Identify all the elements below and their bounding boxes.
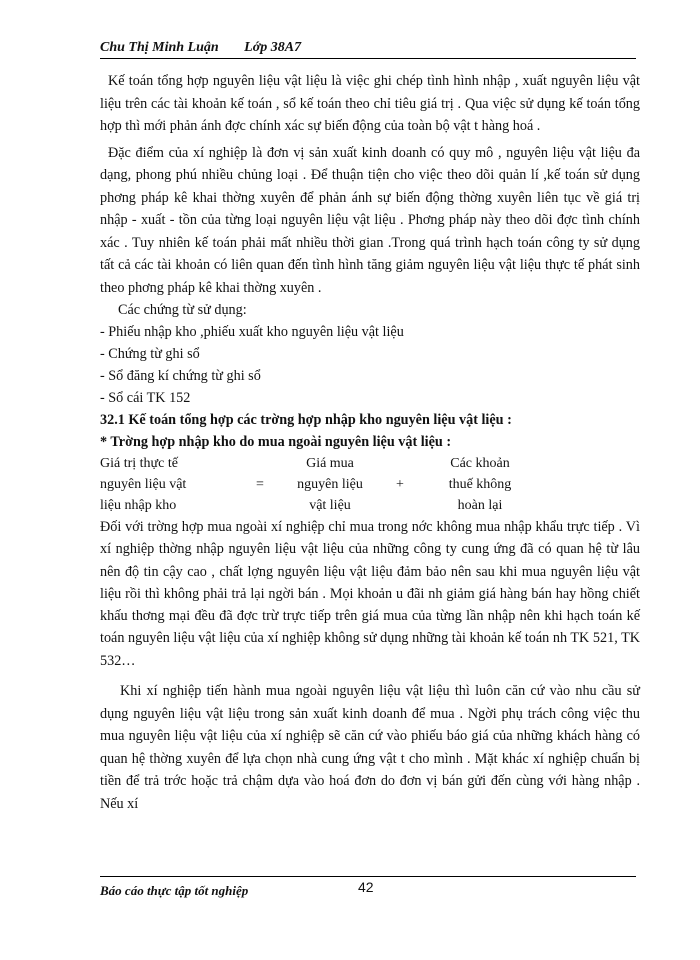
formula-right: hoàn lại bbox=[457, 498, 503, 513]
doc-item: - Sổ cái TK 152 bbox=[100, 390, 191, 406]
formula-mid: Giá mua bbox=[306, 456, 354, 471]
paragraph-intro: Kế toán tổng hợp nguyên liệu vật liệu là việc ghi chép tình hình nhập , xuất nguyên liệu vật liệu trên các tài khoản kế toán , sổ kế toán theo chỉ tiêu giá trị . Qua việc sử dụng kế toán tổng hợp thì mới phản ánh đợc chính xác sự biến động của toàn bộ vật t hàng hoá . bbox=[100, 73, 640, 134]
formula-left: Giá trị thực tế bbox=[100, 456, 178, 471]
formula-plus: + bbox=[396, 477, 404, 492]
formula-equals: = bbox=[256, 477, 264, 492]
header-author: Chu Thị Minh Luận bbox=[100, 40, 219, 55]
formula-left: nguyên liệu vật bbox=[100, 477, 187, 492]
paragraph-purchase-process: Khi xí nghiệp tiến hành mua ngoài nguyên liệu vật liệu thì luôn căn cứ vào nhu cầu sử dụng nguyên liệu vật liệu trong sản xuất kinh doanh để mua . Ngời phụ trách công việc thu mua nguyên liệu vật liệu của xí nghiệp sẽ căn cứ vào phiếu báo giá của những khách hàng có quan hệ thờng xuyên để lựa chọn nhà cung ứng vật t cho mình . Mặt khác xí nghiệp chuẩn bị tiền để trả trớc hoặc trả chậm dựa vào hoá đơn do đơn vị bán gửi đến cùng với hàng nhập . Nếu xí bbox=[100, 683, 640, 813]
page-header bbox=[100, 40, 636, 59]
doc-item: - Sổ đăng kí chứng từ ghi sổ bbox=[100, 368, 261, 384]
formula-left: liệu nhập kho bbox=[100, 498, 177, 513]
footer-label: Báo cáo thực tập tốt nghiệp bbox=[100, 883, 249, 898]
paragraph-domestic-purchase: Đối với trờng hợp mua ngoài xí nghiệp chỉ mua trong nớc không mua nhập khẩu trực tiếp . Vì xí nghiệp thờng nhập nguyên liệu vật liệu của những công ty cung ứng đã có quan hệ từ lâu nên độ tin cậy cao , chất lợng nguyên liệu vật liệu đảm bảo nên sau khi mua nguyên liệu vật liệu rồi thì không phải trả lại ngời bán . Mọi khoản u đãi nh giảm giá hàng bán hay hồng chiết khấu thơng mại đều đã đợc trừ trực tiếp trên giá mua của từng lần nhập nên khi hạch toán kế toán nguyên liệu vật liệu của xí nghiệp không sử dụng những tài khoản kế toán nh TK 521, TK 532… bbox=[100, 519, 640, 669]
formula-right: Các khoản bbox=[450, 456, 510, 471]
page-body bbox=[100, 70, 640, 816]
paragraph-characteristics: Đặc điểm của xí nghiệp là đơn vị sản xuất kinh doanh có quy mô , nguyên liệu vật liệu đa dạng, phong phú nhiều chủng loại . Để thuận tiện cho việc theo dõi quản lí ,kế toán sử dụng phơng pháp kê khai thờng xuyên để phản ánh sự biến động thờng xuyên liên tục về giá trị nhập - xuất - tồn của từng loại nguyên liệu vật liệu . Phơng pháp này theo dõi đợc tình chính xác . Tuy nhiên kế toán phải mất nhiều thời gian .Trong quá trình hạch toán công ty sử dụng tất cả các tài khoản có liên quan đến tình hình tăng giảm nguyên liệu vật liệu thực tế phát sinh theo phơng pháp kê khai thờng xuyên . bbox=[100, 144, 640, 296]
cost-formula bbox=[100, 453, 640, 516]
doc-item: - Chứng từ ghi sổ bbox=[100, 346, 200, 362]
header-class: Lớp 38A7 bbox=[244, 40, 302, 55]
formula-mid: vật liệu bbox=[309, 498, 351, 513]
docs-intro: Các chứng từ sử dụng: bbox=[118, 302, 247, 318]
doc-item: - Phiếu nhập kho ,phiếu xuất kho nguyên liệu vật liệu bbox=[100, 324, 404, 340]
formula-right: thuế không bbox=[448, 477, 512, 492]
section-heading: 32.1 Kế toán tổng hợp các trờng hợp nhập kho nguyên liệu vật liệu : bbox=[100, 412, 512, 428]
page-number: 42 bbox=[358, 879, 374, 895]
subsection-heading: * Trờng hợp nhập kho do mua ngoài nguyên liệu vật liệu : bbox=[100, 434, 452, 450]
page-footer bbox=[100, 876, 636, 898]
formula-mid: nguyên liệu bbox=[297, 477, 363, 492]
